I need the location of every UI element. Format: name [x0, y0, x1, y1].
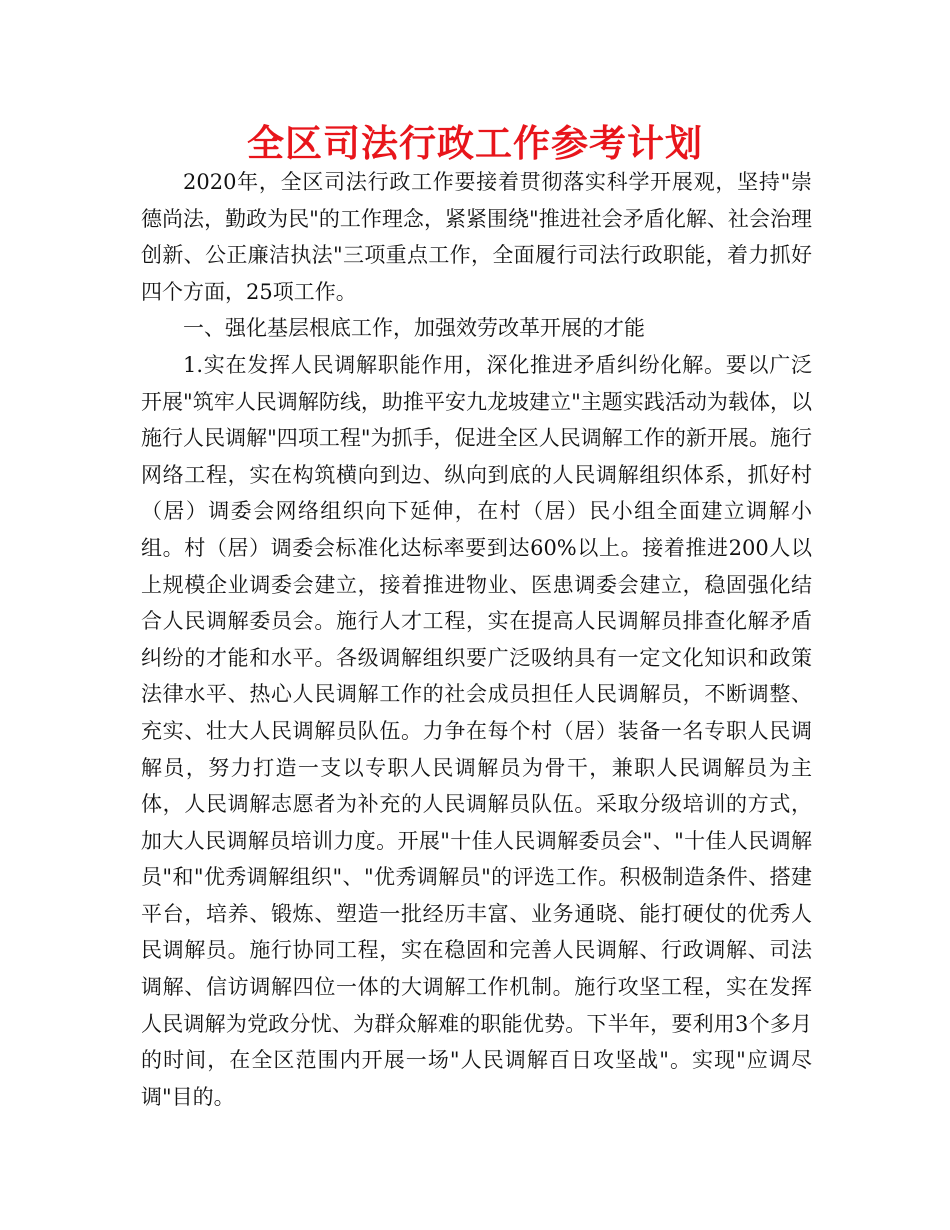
document-body	[141, 164, 812, 1115]
paragraph-item-1: 1.实在发挥人民调解职能作用，深化推进矛盾纠纷化解。要以广泛开展"筑牢人民调解防线，助推平安九龙坡建立"主题实践活动为载体，以施行人民调解"四项工程"为抓手，促进全区人民调解工作的新开展。施行网络工程，实在构筑横向到边、纵向到底的人民调解组织体系，抓好村（居）调委会网络组织向下延伸，在村（居）民小组全面建立调解小组。村（居）调委会标准化达标率要到达60%以上。接着推进200人以上规模企业调委会建立，接着推进物业、医患调委会建立，稳固强化结合人民调解委员会。施行人才工程，实在提高人民调解员排查化解矛盾纠纷的才能和水平。各级调解组织要广泛吸纳具有一定文化知识和政策法律水平、热心人民调解工作的社会成员担任人民调解员，不断调整、充实、壮大人民调解员队伍。力争在每个村（居）装备一名专职人民调解员，努力打造一支以专职人民调解员为骨干，兼职人民调解员为主体，人民调解志愿者为补充的人民调解员队伍。采取分级培训的方式，加大人民调解员培训力度。开展"十佳人民调解委员会"、"十佳人民调解员"和"优秀调解组织"、"优秀调解员"的评选工作。积极制造条件、搭建平台，培养、锻炼、塑造一批经历丰富、业务通晓、能打硬仗的优秀人民调解员。施行协同工程，实在稳固和完善人民调解、行政调解、司法调解、信访调解四位一体的大调解工作机制。施行攻坚工程，实在发挥人民调解为党政分忧、为群众解难的职能优势。下半年，要利用3个多月的时间，在全区范围内开展一场"人民调解百日攻坚战"。实现"应调尽调"目的。	[141, 352, 812, 1109]
paragraph-intro: 2020年，全区司法行政工作要接着贯彻落实科学开展观，坚持"崇德尚法，勤政为民"的工作理念，紧紧围绕"推进社会矛盾化解、社会治理创新、公正廉洁执法"三项重点工作，全面履行司法行政职能，着力抓好四个方面，25项工作。	[141, 170, 812, 304]
section-heading-1: 一、强化基层根底工作，加强效劳改革开展的才能	[183, 316, 645, 341]
document-title: 全区司法行政工作参考计划	[247, 122, 703, 165]
